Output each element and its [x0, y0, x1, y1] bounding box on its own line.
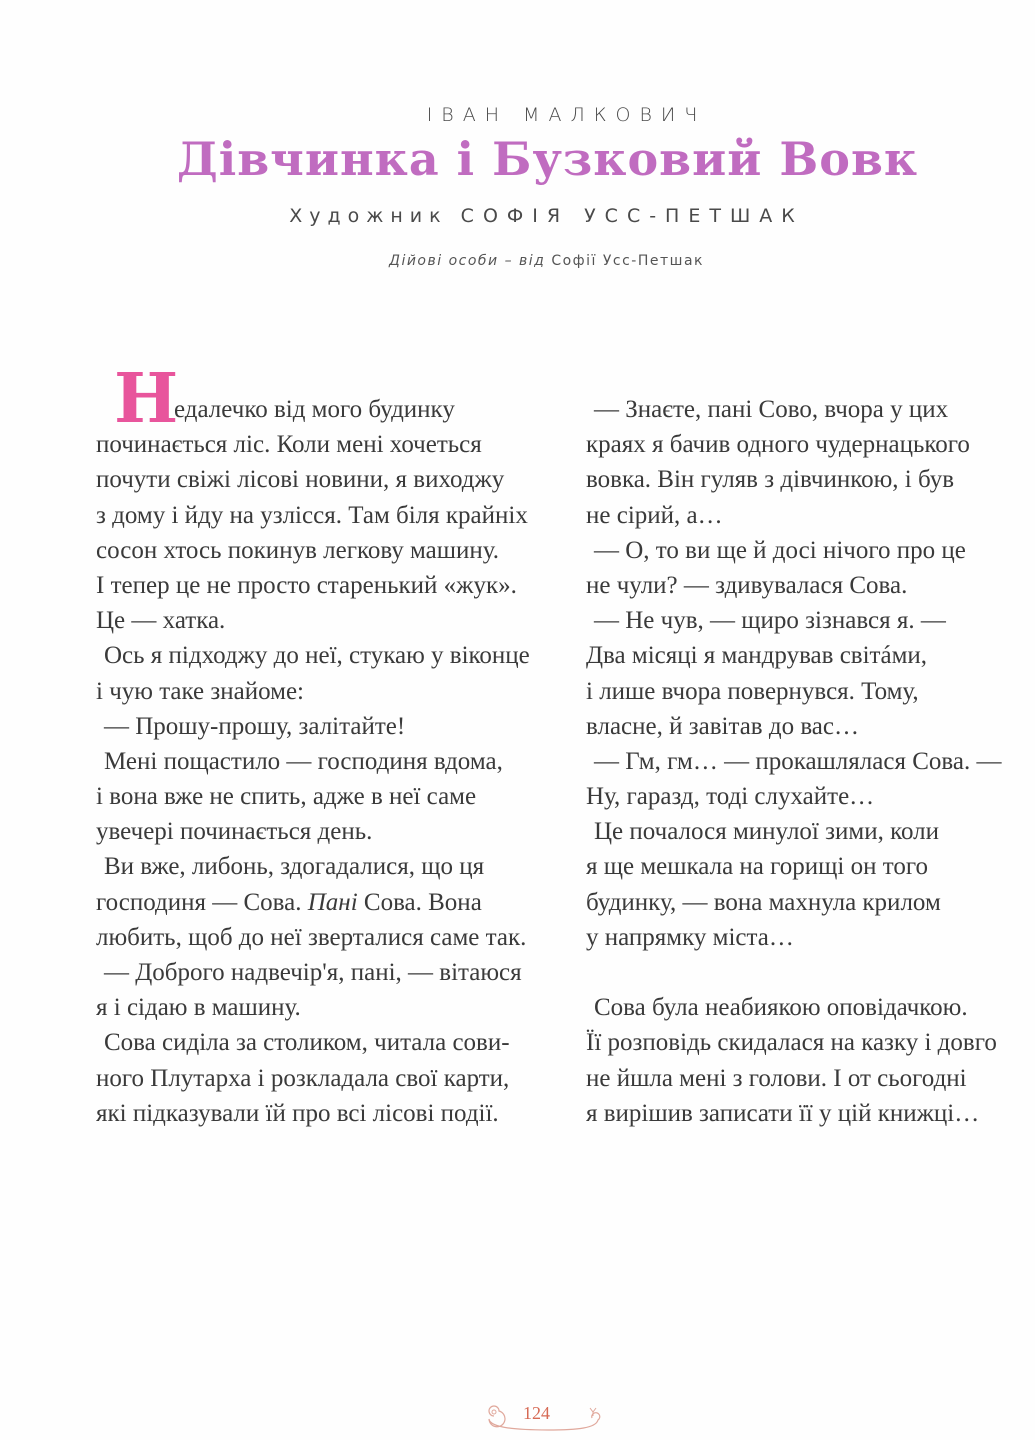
illustrator-name: СОФІЯ УСС-ПЕТШАК	[460, 205, 804, 227]
text-line: Ви вже, либонь, здогадалися, що ця	[104, 853, 485, 881]
text-line: і чую таке знайоме:	[96, 677, 305, 705]
text-line: Це почалося минулої зими, коли	[594, 818, 939, 846]
text-line: починається ліс. Коли мені хочеться	[96, 431, 482, 459]
page-footer	[478, 1398, 608, 1434]
text-line: Два місяці я мандрував світáми,	[586, 642, 928, 670]
text-line: і лише вчора повернувся. Тому,	[586, 677, 919, 705]
text-line: не сірий, а…	[586, 501, 723, 529]
italic-word: Пані	[307, 888, 358, 916]
text-line: вовка. Він гуляв з дівчинкою, і був	[586, 466, 955, 494]
text-line: будинку, — вона махнула крилом	[586, 888, 941, 916]
text-line: Мені пощастило — господиня вдома,	[104, 747, 503, 775]
right-column	[586, 392, 1026, 1131]
illustrator-credit	[0, 205, 1035, 227]
text-segment: Сова. Вона	[357, 888, 482, 916]
illustrator-prefix: Художник	[289, 205, 448, 227]
first-line-text: едалечко від мого будинку	[174, 396, 455, 423]
first-line	[96, 359, 546, 439]
text-line: у напрямку міста…	[586, 923, 794, 951]
text-line: — Знаєте, пані Сово, вчора у цих	[594, 396, 949, 423]
text-line: сосон хтось покинув легкову машину.	[96, 536, 500, 564]
text-line: любить, щоб до неї зверталися саме так.	[96, 923, 527, 951]
characters-credit	[0, 253, 1035, 269]
text-line: — О, то ви ще й досі нічого про це	[594, 536, 966, 564]
text-line: я ще мешкала на горищі он того	[586, 853, 928, 881]
text-line: краях я бачив одного чудернацького	[586, 431, 970, 459]
text-line: Це — хатка.	[96, 607, 226, 635]
text-line: Сова сиділа за столиком, читала сови-	[104, 1029, 510, 1057]
text-line: власне, й завітав до вас…	[586, 712, 859, 740]
text-line: — Прошу-прошу, залітайте!	[104, 712, 406, 740]
text-line: Ось я підходжу до неї, стукаю у віконце	[104, 642, 530, 670]
text-line: — Гм, гм… — прокашлялася Сова. —	[594, 747, 1002, 775]
text-line: з дому і йду на узлісся. Там біля крайніх	[96, 501, 528, 529]
text-line: я вирішив записати її у цій книжці…	[586, 1099, 980, 1127]
text-line: — Доброго надвечір'я, пані, — вітаюся	[104, 959, 522, 986]
text-line: І тепер це не просто старенький «жук».	[96, 571, 517, 599]
text-line: не йшла мені з голови. І от сьогодні	[586, 1064, 967, 1092]
text-line: — Не чув, — щиро зізнався я. —	[594, 607, 946, 635]
text-line: які підказували їй про всі лісові події.	[96, 1099, 499, 1127]
text-line: Ну, гаразд, тоді слухайте…	[586, 783, 875, 811]
text-line: почути свіжі лісові новини, я виходжу	[96, 466, 505, 494]
characters-label: Дійові особи – від	[389, 253, 546, 269]
story-title: Дівчинка і Бузковий Вовк	[176, 132, 919, 186]
page-number: 124	[523, 1403, 550, 1423]
text-segment: господиня — Сова.	[96, 888, 302, 916]
characters-artist: Софії Усс-Петшак	[551, 253, 704, 269]
dropcap-letter: Н	[114, 359, 179, 439]
text-line: Сова була неабиякою оповідачкою.	[594, 994, 968, 1022]
left-column	[96, 359, 546, 1131]
text-line: Її розповідь скидалася на казку і довго	[586, 1029, 997, 1057]
text-line: не чули? — здивувалася Сова.	[586, 571, 908, 599]
text-line: увечері починається день.	[96, 818, 373, 846]
blank-line	[586, 955, 1026, 990]
text-line	[96, 885, 546, 920]
text-line: і вона вже не спить, адже в неї саме	[96, 783, 477, 811]
author-name: ІВАН МАЛКОВИЧ	[426, 104, 707, 126]
text-line: ного Плутарха і розкладала свої карти,	[96, 1064, 510, 1092]
text-line: я і сідаю в машину.	[96, 994, 301, 1022]
